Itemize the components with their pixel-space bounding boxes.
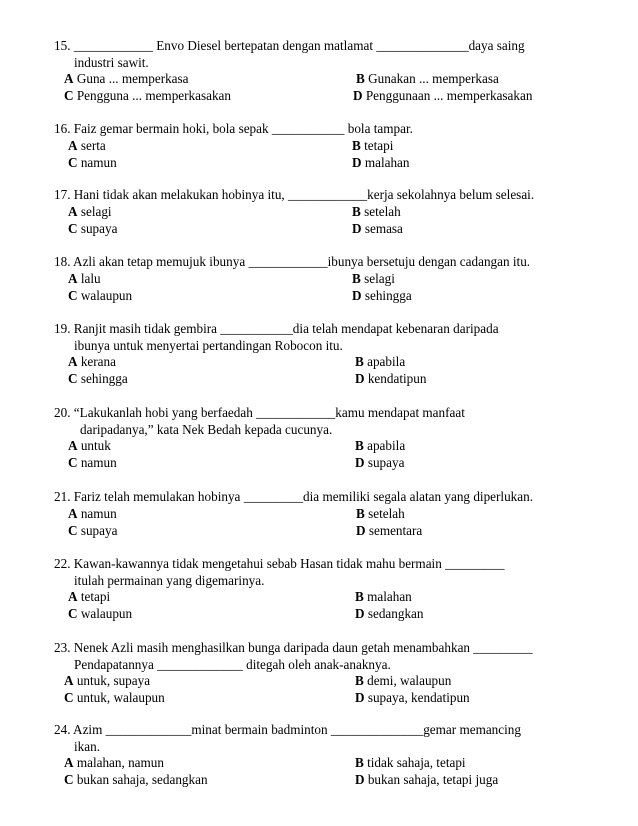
option-text: kerana [77, 354, 116, 369]
option-letter: D [355, 606, 365, 621]
option-d[interactable] [352, 221, 403, 238]
option-text: kendatipun [364, 371, 427, 386]
option-text: untuk, supaya [73, 673, 151, 688]
option-letter: C [64, 772, 74, 787]
option-d[interactable] [352, 155, 410, 172]
option-b[interactable] [356, 71, 499, 88]
option-text: sehingga [361, 287, 412, 303]
option-letter: A [64, 71, 74, 86]
question-19 [54, 321, 614, 387]
option-text: selagi [360, 270, 395, 286]
option-text: lalu [77, 270, 101, 286]
question-18 [54, 254, 614, 304]
option-text: namun [77, 455, 117, 470]
option-d[interactable] [355, 371, 426, 388]
options [54, 673, 614, 706]
option-b[interactable] [355, 755, 466, 772]
option-b[interactable] [355, 589, 412, 606]
option-text: bukan sahaja, tetapi juga [364, 772, 499, 787]
question-stem-continued: industri sawit. [74, 54, 149, 70]
option-b[interactable] [355, 354, 405, 371]
question-stem: 22. Kawan-kawannya tidak mengetahui sebab Hasan tidak mahu bermain _________ [54, 556, 505, 571]
option-b[interactable] [352, 204, 401, 221]
option-text: Pengguna ... memperkasakan [73, 88, 232, 103]
option-letter: D [355, 772, 365, 787]
option-letter: D [353, 88, 363, 103]
option-a[interactable] [68, 138, 106, 155]
option-b[interactable] [355, 438, 405, 455]
options [54, 506, 614, 539]
options [54, 755, 614, 788]
question-17 [54, 187, 614, 237]
option-text: tidak sahaja, tetapi [363, 755, 466, 770]
option-text: untuk [77, 438, 111, 453]
options [54, 589, 614, 622]
question-23 [54, 640, 614, 706]
option-a[interactable] [68, 506, 117, 523]
option-letter: A [68, 354, 78, 369]
option-letter: D [355, 455, 365, 470]
question-stem: 17. Hani tidak akan melakukan hobinya itu, ____________kerja sekolahnya belum selesai. [54, 187, 535, 202]
option-d[interactable] [352, 288, 412, 305]
option-text: supaya [364, 455, 405, 470]
option-letter: C [68, 522, 78, 538]
question-stem-continued: Pendapatannya _____________ ditegah oleh anak-anaknya. [74, 656, 391, 672]
option-a[interactable] [68, 354, 116, 371]
option-c[interactable] [64, 772, 208, 789]
option-d[interactable] [355, 455, 404, 472]
question-16 [54, 121, 614, 171]
option-b[interactable] [356, 506, 405, 523]
question-stem: 16. Faiz gemar bermain hoki, bola sepak ___________ bola tampar. [54, 121, 413, 136]
option-letter: B [352, 270, 361, 286]
option-letter: C [64, 88, 74, 103]
option-text: malahan [363, 589, 412, 604]
options [54, 354, 614, 387]
options [54, 71, 614, 104]
option-d[interactable] [355, 772, 498, 789]
option-letter: A [68, 270, 78, 286]
option-letter: D [355, 371, 365, 386]
options [54, 138, 614, 171]
option-text: sementara [365, 522, 423, 538]
question-stem-continued: itulah permainan yang digemarinya. [74, 572, 265, 588]
option-d[interactable] [355, 690, 470, 707]
question-stem: 15. ____________ Envo Diesel bertepatan dengan matlamat ______________daya saing [54, 38, 525, 53]
option-d[interactable] [355, 606, 424, 623]
option-text: malahan [361, 154, 410, 170]
options [54, 438, 614, 471]
option-letter: B [356, 505, 365, 521]
option-a[interactable] [68, 271, 101, 288]
option-letter: B [355, 673, 364, 688]
option-text: sehingga [77, 371, 128, 386]
option-a[interactable] [68, 438, 111, 455]
question-stem-continued: ikan. [74, 738, 101, 754]
option-letter: B [355, 755, 364, 770]
option-text: Gunakan ... memperkasa [364, 71, 499, 86]
option-text: supaya [77, 522, 118, 538]
option-letter: A [64, 673, 74, 688]
option-letter: D [352, 220, 362, 236]
option-a[interactable] [64, 71, 189, 88]
option-c[interactable] [68, 523, 117, 540]
question-stem: 23. Nenek Azli masih menghasilkan bunga daripada daun getah menambahkan _________ [54, 640, 533, 655]
option-text: sedangkan [364, 606, 424, 621]
question-stem-continued: ibunya untuk menyertai pertandingan Robocon itu. [74, 337, 343, 353]
option-c[interactable] [68, 155, 117, 172]
option-a[interactable] [68, 589, 110, 606]
option-a[interactable] [64, 673, 150, 690]
option-text: namun [77, 505, 117, 521]
option-letter: A [68, 505, 78, 521]
option-text: Penggunaan ... memperkasakan [362, 88, 533, 103]
question-stem: 18. Azli akan tetap memujuk ibunya ____________ibunya bersetuju dengan cadangan itu. [54, 254, 531, 269]
option-letter: D [352, 287, 362, 303]
option-letter: C [68, 287, 78, 303]
option-letter: B [352, 137, 361, 153]
question-20 [54, 405, 614, 471]
question-24 [54, 722, 614, 788]
question-15 [54, 38, 614, 104]
option-text: tetapi [77, 589, 111, 604]
question-stem: 21. Fariz telah memulakan hobinya _________dia memiliki segala alatan yang diperlukan. [54, 489, 534, 504]
option-text: namun [77, 154, 117, 170]
question-stem-continued: daripadanya,” kata Nek Bedah kepada cucunya. [80, 421, 333, 437]
question-stem: 19. Ranjit masih tidak gembira ___________dia telah mendapat kebenaran daripada [54, 321, 499, 336]
option-text: selagi [77, 203, 112, 219]
question-stem: 24. Azim _____________minat bermain badminton ______________gemar memancing [54, 722, 521, 737]
option-letter: A [68, 203, 78, 219]
option-text: malahan, namun [73, 755, 164, 770]
option-letter: B [355, 589, 364, 604]
option-letter: C [68, 606, 78, 621]
options [54, 271, 614, 304]
option-a[interactable] [64, 755, 164, 772]
option-text: semasa [361, 220, 403, 236]
option-b[interactable] [352, 138, 393, 155]
option-text: supaya, kendatipun [364, 690, 470, 705]
option-letter: A [68, 137, 78, 153]
option-c[interactable] [68, 221, 117, 238]
option-text: supaya [77, 220, 118, 236]
option-c[interactable] [64, 690, 165, 707]
option-text: untuk, walaupun [73, 690, 165, 705]
option-c[interactable] [68, 455, 117, 472]
option-c[interactable] [68, 288, 132, 305]
option-text: walaupun [77, 606, 133, 621]
option-d[interactable] [353, 88, 532, 105]
option-b[interactable] [355, 673, 451, 690]
option-letter: A [68, 438, 78, 453]
option-c[interactable] [64, 88, 231, 105]
option-text: apabila [363, 438, 406, 453]
option-letter: A [64, 755, 74, 770]
option-c[interactable] [68, 371, 128, 388]
option-text: walaupun [77, 287, 133, 303]
option-letter: C [68, 371, 78, 386]
question-21 [54, 489, 614, 539]
option-text: setelah [360, 203, 401, 219]
option-b[interactable] [352, 271, 395, 288]
option-letter: C [68, 154, 78, 170]
option-text: demi, walaupun [363, 673, 452, 688]
option-text: apabila [363, 354, 406, 369]
option-letter: B [352, 203, 361, 219]
option-d[interactable] [356, 523, 422, 540]
option-letter: C [64, 690, 74, 705]
option-letter: C [68, 220, 78, 236]
option-c[interactable] [68, 606, 132, 623]
option-letter: D [356, 522, 366, 538]
options [54, 204, 614, 237]
option-letter: B [356, 71, 365, 86]
option-text: serta [77, 137, 106, 153]
option-text: Guna ... memperkasa [73, 71, 189, 86]
option-text: tetapi [360, 137, 394, 153]
option-a[interactable] [68, 204, 112, 221]
option-text: setelah [364, 505, 405, 521]
option-letter: D [355, 690, 365, 705]
question-stem: 20. “Lakukanlah hobi yang berfaedah ____________kamu mendapat manfaat [54, 405, 465, 420]
option-letter: B [355, 354, 364, 369]
question-22 [54, 556, 614, 622]
option-letter: A [68, 589, 78, 604]
option-letter: B [355, 438, 364, 453]
option-text: bukan sahaja, sedangkan [73, 772, 208, 787]
option-letter: C [68, 455, 78, 470]
option-letter: D [352, 154, 362, 170]
